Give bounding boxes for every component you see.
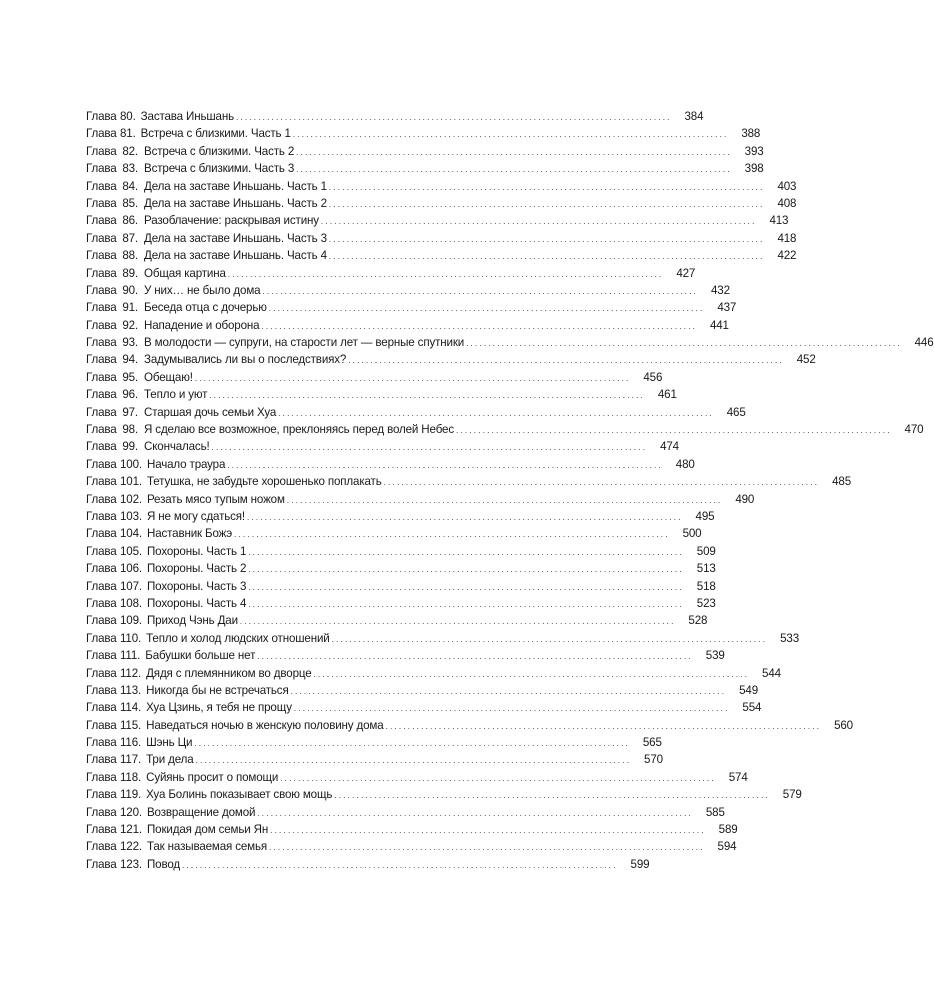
toc-entry [86, 856, 650, 873]
chapter-label: Глава [86, 527, 117, 541]
chapter-title: Резать мясо тупым ножом [146, 492, 285, 506]
chapter-label: Глава [86, 266, 117, 280]
dot-leader [321, 212, 754, 230]
page-number: 413 [769, 214, 789, 228]
chapter-label: Глава [86, 214, 117, 228]
toc-entry [86, 473, 852, 490]
dot-leader [329, 247, 762, 265]
page-number: 398 [744, 162, 764, 176]
chapter-title: Я сделаю все возможное, преклоняясь перед волей Небес [144, 423, 455, 437]
dot-leader [384, 473, 817, 491]
dot-leader [332, 630, 765, 648]
toc-entry [86, 230, 797, 247]
toc-entry [86, 299, 737, 316]
chapter-label: Глава [86, 388, 117, 402]
chapter-title: У них… не было дома [144, 283, 261, 297]
chapter-title: Тетушка, не забудьте хорошенько поплакать [146, 475, 382, 489]
toc-entry [86, 369, 663, 386]
chapter-label: Глава [86, 144, 117, 158]
chapter-title: Повод [146, 857, 180, 871]
page-number: 446 [914, 336, 934, 350]
chapter-label: Глава [86, 353, 117, 367]
chapter-title: Покидая дом семьи Ян [146, 823, 269, 837]
chapter-label: Глава [86, 318, 117, 332]
toc-entry [86, 525, 702, 542]
dot-leader [296, 143, 729, 161]
chapter-number: 104. [120, 527, 142, 541]
chapter-title: Три дела [146, 753, 194, 767]
toc-entry [86, 630, 800, 647]
dot-leader [314, 665, 747, 683]
chapter-title: Хуа Цзинь, я тебя не прощу [146, 701, 292, 715]
chapter-label: Глава [86, 423, 117, 437]
toc-entry [86, 612, 708, 629]
page-number: 461 [657, 388, 677, 402]
page-number: 570 [644, 753, 663, 767]
chapter-number: 98. [122, 423, 138, 437]
chapter-label: Глава [86, 475, 117, 489]
dot-leader [182, 856, 615, 874]
chapter-title: Суйянь просит о помощи [146, 770, 279, 784]
chapter-number: 82. [122, 144, 138, 158]
toc-entry [86, 682, 758, 699]
chapter-label: Глава [86, 857, 117, 871]
chapter-number: 81. [120, 127, 136, 141]
chapter-label: Глава [86, 492, 117, 506]
chapter-title: Наведаться ночью в женскую половину дома [146, 718, 384, 732]
dot-leader [248, 595, 681, 613]
dot-leader [240, 612, 673, 630]
dot-leader [329, 195, 762, 213]
chapter-number: 111. [120, 649, 141, 663]
toc-entry [86, 769, 748, 786]
chapter-number: 112. [120, 666, 142, 680]
toc-entry [86, 560, 716, 577]
chapter-number: 122. [120, 840, 142, 854]
chapter-number: 113. [120, 683, 142, 697]
chapter-label: Глава [86, 805, 117, 819]
dot-leader [269, 838, 702, 856]
page-number: 518 [696, 579, 716, 593]
chapter-title: Дела на заставе Иньшань. Часть 4 [144, 249, 327, 263]
dot-leader [196, 751, 629, 769]
page-number: 384 [684, 110, 704, 123]
chapter-number: 93. [122, 336, 138, 350]
page-number: 456 [643, 370, 663, 384]
chapter-label: Глава [86, 823, 117, 837]
dot-leader [456, 421, 889, 439]
page-number: 432 [710, 283, 730, 297]
chapter-number: 120. [120, 805, 142, 819]
chapter-title: Дела на заставе Иньшань. Часть 3 [144, 231, 327, 245]
page-number: 539 [705, 649, 725, 663]
dot-leader [329, 230, 762, 248]
chapter-title: Похороны. Часть 2 [146, 562, 247, 576]
chapter-number: 115. [120, 718, 142, 732]
chapter-label: Глава [86, 509, 117, 523]
chapter-title: Наставник Божэ [146, 527, 233, 541]
chapter-title: Встреча с близкими. Часть 2 [144, 144, 295, 158]
dot-leader [287, 491, 720, 509]
page-number: 485 [832, 475, 852, 489]
chapter-number: 117. [120, 753, 142, 767]
dot-leader [227, 456, 660, 474]
page-number: 452 [796, 353, 816, 367]
chapter-number: 109. [120, 614, 142, 628]
chapter-title: Встреча с близкими. Часть 1 [140, 127, 291, 141]
toc-entry [86, 386, 677, 403]
chapter-number: 84. [122, 179, 138, 193]
toc-entry [86, 699, 762, 716]
page-number: 589 [718, 823, 738, 837]
chapter-label: Глава [86, 631, 117, 645]
chapter-number: 108. [120, 596, 142, 610]
dot-leader [348, 351, 781, 369]
page-number: 513 [696, 562, 716, 576]
dot-leader [236, 108, 669, 126]
toc-entry [86, 404, 746, 421]
chapter-number: 101. [120, 475, 142, 489]
toc-entry [86, 543, 716, 560]
toc-entry [86, 334, 934, 351]
chapter-number: 87. [122, 231, 138, 245]
chapter-title: Разоблачение: раскрывая истину [144, 214, 319, 228]
dot-leader [269, 299, 702, 317]
chapter-label: Глава [86, 110, 117, 123]
page-number: 495 [695, 509, 715, 523]
chapter-label: Глава [86, 596, 117, 610]
page-number: 500 [682, 527, 702, 541]
chapter-label: Глава [86, 336, 117, 350]
chapter-title: Задумывались ли вы о последствиях? [144, 353, 347, 367]
dot-leader [257, 647, 690, 665]
dot-leader [248, 543, 681, 561]
chapter-number: 114. [120, 701, 142, 715]
page-number: 441 [709, 318, 729, 332]
dot-leader [261, 317, 694, 335]
chapter-number: 89. [122, 266, 138, 280]
dot-leader [291, 682, 724, 700]
page-number: 393 [744, 144, 764, 158]
page-number: 388 [741, 127, 761, 141]
page-number: 403 [777, 179, 797, 193]
chapter-number: 90. [122, 283, 138, 297]
chapter-label: Глава [86, 649, 117, 663]
toc-entry [86, 508, 715, 525]
toc-entry [86, 595, 716, 612]
page-number: 574 [728, 770, 748, 784]
dot-leader [248, 578, 681, 596]
chapter-title: Обещаю! [144, 370, 193, 384]
dot-leader [334, 786, 767, 804]
toc-entry [86, 317, 729, 334]
chapter-title: Похороны. Часть 3 [146, 579, 247, 593]
chapter-number: 96. [122, 388, 138, 402]
chapter-number: 110. [120, 631, 142, 645]
page-number: 594 [717, 840, 737, 854]
chapter-number: 88. [122, 249, 138, 263]
toc-entry [86, 282, 730, 299]
dot-leader [247, 508, 680, 526]
chapter-title: Скончалась! [144, 440, 210, 454]
chapter-number: 85. [122, 196, 138, 210]
dot-leader [278, 404, 711, 422]
dot-leader [248, 560, 681, 578]
dot-leader [195, 369, 628, 387]
chapter-title: Шэнь Ци [146, 736, 193, 750]
chapter-number: 97. [122, 405, 138, 419]
chapter-title: Нападение и оборона [144, 318, 260, 332]
page-number: 465 [726, 405, 746, 419]
chapter-title: Начало траура [146, 457, 226, 471]
chapter-number: 95. [122, 370, 138, 384]
chapter-label: Глава [86, 405, 117, 419]
chapter-number: 118. [120, 770, 142, 784]
chapter-label: Глава [86, 231, 117, 245]
toc-entry [86, 717, 853, 734]
chapter-label: Глава [86, 544, 117, 558]
chapter-label: Глава [86, 162, 117, 176]
chapter-number: 80. [120, 110, 136, 123]
chapter-number: 83. [122, 162, 138, 176]
chapter-title: Похороны. Часть 1 [146, 544, 247, 558]
page-number: 585 [705, 805, 725, 819]
toc-entry [86, 247, 797, 264]
chapter-number: 121. [120, 823, 142, 837]
chapter-number: 105. [120, 544, 142, 558]
dot-leader [257, 804, 690, 822]
chapter-title: Тепло и холод людских отношений [146, 631, 330, 645]
chapter-number: 116. [120, 736, 142, 750]
dot-leader [294, 699, 727, 717]
chapter-number: 94. [122, 353, 138, 367]
page-number: 549 [739, 683, 758, 697]
page-number: 533 [780, 631, 800, 645]
page-number: 560 [834, 718, 853, 732]
chapter-label: Глава [86, 579, 117, 593]
dot-leader [270, 821, 703, 839]
chapter-number: 102. [120, 492, 142, 506]
toc-entry [86, 438, 679, 455]
chapter-title: Тепло и уют [144, 388, 208, 402]
page-number: 470 [904, 423, 924, 437]
page-number: 427 [676, 266, 696, 280]
chapter-label: Глава [86, 736, 117, 750]
chapter-title: Возвращение домой [146, 805, 256, 819]
dot-leader [386, 717, 819, 735]
toc-entry [86, 786, 802, 803]
page-number: 490 [735, 492, 755, 506]
chapter-label: Глава [86, 457, 117, 471]
chapter-title: Хуа Болинь показывает свою мощь [146, 788, 333, 802]
chapter-number: 123. [120, 857, 142, 871]
chapter-title: Бабушки больше нет [145, 649, 256, 663]
chapter-number: 103. [120, 509, 142, 523]
chapter-number: 99. [122, 440, 138, 454]
toc-entry [86, 178, 797, 195]
page-number: 579 [782, 788, 802, 802]
page-number: 422 [777, 249, 797, 263]
chapter-title: Так называемая семья [146, 840, 268, 854]
toc-entry [86, 212, 789, 229]
page-number: 437 [717, 301, 737, 315]
toc-entry [86, 108, 704, 125]
table-of-contents [86, 108, 934, 873]
dot-leader [466, 334, 899, 352]
toc-entry [86, 491, 755, 508]
dot-leader [212, 438, 645, 456]
toc-entry [86, 647, 725, 664]
dot-leader [209, 386, 642, 404]
chapter-label: Глава [86, 249, 117, 263]
chapter-label: Глава [86, 370, 117, 384]
chapter-number: 119. [120, 788, 142, 802]
toc-entry [86, 821, 738, 838]
chapter-title: Общая картина [144, 266, 226, 280]
chapter-number: 107. [120, 579, 142, 593]
toc-entry [86, 160, 764, 177]
chapter-title: Старшая дочь семьи Хуа [144, 405, 277, 419]
toc-entry [86, 143, 764, 160]
chapter-number: 86. [122, 214, 138, 228]
page-number: 480 [675, 457, 695, 471]
page-number: 599 [630, 857, 650, 871]
chapter-label: Глава [86, 718, 117, 732]
toc-entry [86, 351, 816, 368]
chapter-title: Дела на заставе Иньшань. Часть 1 [144, 179, 327, 193]
chapter-number: 91. [122, 301, 138, 315]
chapter-label: Глава [86, 666, 117, 680]
chapter-title: Приход Чэнь Даи [146, 614, 238, 628]
toc-entry [86, 838, 737, 855]
dot-leader [262, 282, 695, 300]
toc-entry [86, 804, 725, 821]
page-number: 509 [696, 544, 716, 558]
toc-entry [86, 456, 695, 473]
dot-leader [234, 525, 667, 543]
chapter-label: Глава [86, 701, 117, 715]
toc-entry [86, 751, 663, 768]
toc-entry [86, 195, 797, 212]
page-number: 565 [642, 736, 662, 750]
chapter-title: Беседа отца с дочерью [144, 301, 267, 315]
chapter-title: Дядя с племянником во дворце [146, 666, 312, 680]
toc-entry [86, 421, 924, 438]
chapter-label: Глава [86, 614, 117, 628]
chapter-label: Глава [86, 683, 117, 697]
chapter-label: Глава [86, 127, 117, 141]
chapter-title: Застава Иньшань [140, 110, 234, 123]
dot-leader [228, 265, 661, 283]
chapter-label: Глава [86, 753, 117, 767]
chapter-label: Глава [86, 283, 117, 297]
page-number: 544 [762, 666, 781, 680]
chapter-label: Глава [86, 770, 117, 784]
chapter-title: Похороны. Часть 4 [146, 596, 247, 610]
chapter-label: Глава [86, 562, 117, 576]
toc-entry [86, 578, 716, 595]
dot-leader [296, 160, 729, 178]
chapter-title: Я не могу сдаться! [146, 509, 246, 523]
chapter-title: Дела на заставе Иньшань. Часть 2 [144, 196, 327, 210]
dot-leader [293, 125, 726, 143]
chapter-title: Никогда бы не встречаться [146, 683, 289, 697]
toc-entry [86, 734, 662, 751]
chapter-label: Глава [86, 179, 117, 193]
toc-entry [86, 125, 761, 142]
page-number: 554 [742, 701, 762, 715]
page-number: 474 [660, 440, 679, 454]
dot-leader [329, 178, 762, 196]
page-number: 418 [777, 231, 797, 245]
chapter-number: 100. [120, 457, 142, 471]
chapter-title: В молодости — супруги, на старости лет — верные спутники [144, 336, 465, 350]
dot-leader [280, 769, 713, 787]
page-number: 528 [688, 614, 708, 628]
chapter-label: Глава [86, 440, 117, 454]
chapter-label: Глава [86, 196, 117, 210]
chapter-title: Встреча с близкими. Часть 3 [144, 162, 295, 176]
dot-leader [194, 734, 627, 752]
chapter-number: 106. [120, 562, 142, 576]
page-number: 523 [696, 596, 716, 610]
chapter-number: 92. [122, 318, 138, 332]
chapter-label: Глава [86, 301, 117, 315]
toc-entry [86, 265, 696, 282]
chapter-label: Глава [86, 840, 117, 854]
chapter-label: Глава [86, 788, 117, 802]
page-number: 408 [777, 196, 797, 210]
toc-entry [86, 665, 781, 682]
